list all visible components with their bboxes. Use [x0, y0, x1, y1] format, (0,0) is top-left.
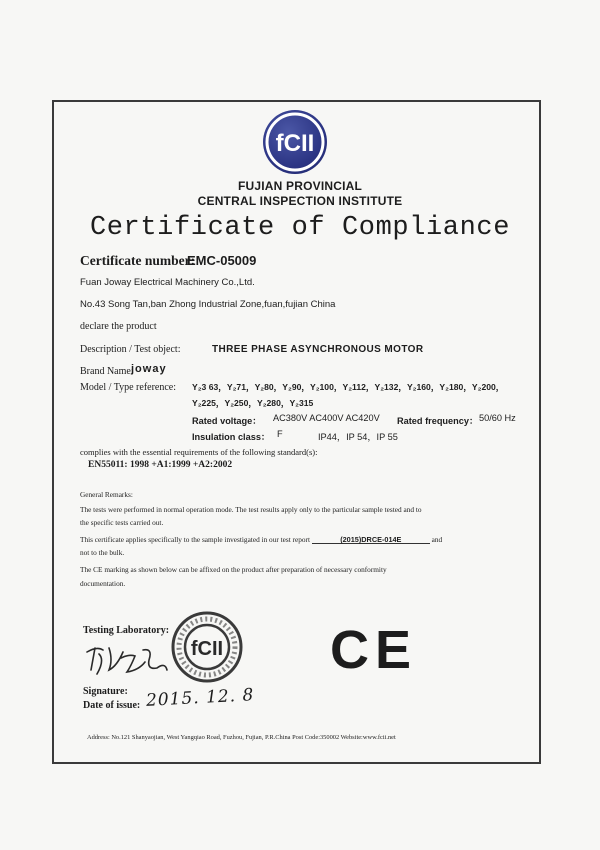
company-name: Fuan Joway Electrical Machinery Co.,Ltd. [80, 277, 255, 288]
model-list-line1: Y₂3 63，Y₂71，Y₂80，Y₂90，Y₂100，Y₂112，Y₂132，Y₂160，Y₂180，Y₂200， [192, 382, 505, 392]
fcii-logo [263, 110, 327, 174]
remarks-heading: General Remarks: [80, 490, 133, 499]
insulation-value: F [277, 429, 283, 439]
remarks-line1: The tests were performed in normal operation mode. The test results apply only to the particular sample tested and to [80, 505, 422, 514]
company-address: No.43 Song Tan,ban Zhong Industrial Zone,fuan,fujian China [80, 299, 336, 310]
ce-mark: CE [330, 620, 418, 680]
remarks-line3-end: and [431, 535, 443, 544]
seal-logo-text: fCII [190, 638, 224, 660]
model-list-line2: Y₂225，Y₂250，Y₂280，Y₂315 [192, 398, 314, 408]
description-value: THREE PHASE ASYNCHRONOUS MOTOR [212, 344, 424, 355]
certificate-number: EMC-05009 [187, 253, 257, 268]
rated-frequency-label: Rated frequency： [397, 416, 479, 426]
signature-label: Signature: [83, 686, 128, 697]
insulation-label: Insulation class： [192, 432, 271, 442]
remarks-line3 [80, 536, 442, 544]
rated-frequency-value: 50/60 Hz [479, 413, 516, 423]
page-title: Certificate of Compliance [89, 213, 511, 243]
brand-label: Brand Name: [80, 366, 134, 377]
remarks-line6: documentation. [80, 579, 126, 588]
remarks-line3-start: This certificate applies specifically to the sample investigated in our test report [80, 535, 310, 544]
testing-laboratory-label: Testing Laboratory: [83, 625, 170, 636]
footer-address: Address: No.121 Shanyaojian, West Yangqiao Road, Fuzhou, Fujian, P.R.China Post Code:350002 Website:www.fcii.net [87, 734, 396, 741]
test-report-number: (2015)DRCE-014E [312, 536, 430, 544]
logo-text: fCII [275, 130, 315, 157]
certificate-number-label: Certificate number: [80, 253, 196, 268]
standard-reference: EN55011: 1998 +A1:1999 +A2:2002 [88, 460, 233, 470]
remarks-line4: not to the bulk. [80, 548, 125, 557]
description-label: Description / Test object: [80, 344, 181, 355]
remarks-line5: The CE marking as shown below can be affixed on the product after preparation of necessary conformity [80, 565, 387, 574]
brand-value: joway [131, 363, 167, 375]
complies-text: complies with the essential requirements of the following standard(s): [80, 447, 318, 457]
remarks-line2: the specific tests carried out. [80, 518, 164, 527]
date-of-issue-value: 2015. 12. 8 [145, 685, 255, 711]
rated-voltage-label: Rated voltage： [192, 416, 262, 426]
model-label: Model / Type reference: [80, 382, 177, 393]
declare-text: declare the product [80, 321, 157, 332]
date-of-issue-label: Date of issue: [83, 700, 141, 711]
handwritten-signature [83, 640, 173, 680]
org-name-line1: FUJIAN PROVINCIAL [237, 179, 363, 193]
rated-voltage-value: AC380V AC400V AC420V [273, 413, 380, 423]
org-name-line2: CENTRAL INSPECTION INSTITUTE [197, 194, 403, 208]
laboratory-seal [170, 610, 244, 684]
ip-rating-value: IP44，IP 54，IP 55 [318, 432, 398, 442]
